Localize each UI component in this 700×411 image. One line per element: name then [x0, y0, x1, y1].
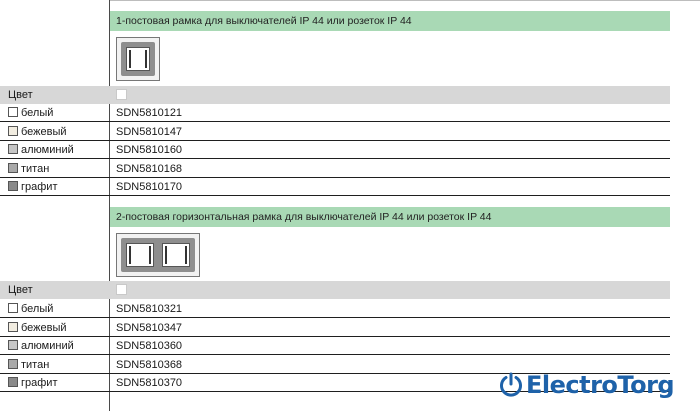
section-title-1: 1-постовая рамка для выключателей IP 44 или розеток IP 44 [110, 11, 670, 31]
color-swatch [8, 377, 18, 387]
table-row [0, 300, 670, 318]
article-code: SDN5810147 [116, 125, 183, 138]
logo-text: ElectroTorg [526, 371, 675, 399]
article-code: SDN5810368 [116, 358, 183, 371]
article-code: SDN5810321 [116, 303, 183, 315]
table-row [0, 319, 670, 337]
color-name: бежевый [21, 125, 67, 138]
table-row [0, 141, 670, 159]
article-code: SDN5810160 [116, 144, 183, 157]
table-row [0, 178, 670, 196]
white-swatch [116, 89, 127, 100]
table-row [0, 104, 670, 122]
color-header-label: Цвет [8, 89, 33, 101]
white-swatch [116, 284, 127, 295]
frame-1-gang-image [116, 37, 160, 81]
color-swatch [8, 107, 18, 117]
article-code: SDN5810168 [116, 162, 183, 175]
article-code: SDN5810360 [116, 340, 183, 353]
color-swatch [8, 303, 18, 313]
color-name: графит [21, 377, 58, 390]
color-name: алюминий [21, 340, 74, 353]
top-rule [109, 0, 700, 1]
color-swatch [8, 144, 18, 154]
color-swatch [8, 126, 18, 136]
color-header-2 [0, 281, 670, 299]
electrotorg-logo [498, 368, 694, 402]
color-name: алюминий [21, 144, 74, 157]
color-swatch [8, 359, 18, 369]
article-code: SDN5810170 [116, 181, 183, 194]
color-header-label: Цвет [8, 284, 33, 296]
color-swatch [8, 181, 18, 191]
color-name: графит [21, 181, 58, 194]
section-title-2: 2-постовая горизонтальная рамка для выключателей IP 44 или розеток IP 44 [110, 207, 670, 227]
table-row [0, 160, 670, 178]
color-name: белый [21, 303, 54, 315]
color-name: титан [21, 162, 50, 175]
color-name: белый [21, 107, 54, 119]
article-code: SDN5810370 [116, 377, 183, 390]
power-icon [498, 372, 524, 398]
color-header-1 [0, 86, 670, 104]
table-row [0, 123, 670, 141]
color-name: бежевый [21, 321, 67, 334]
color-swatch [8, 322, 18, 332]
color-name: титан [21, 358, 50, 371]
table-row [0, 337, 670, 355]
article-code: SDN5810347 [116, 321, 183, 334]
color-swatch [8, 340, 18, 350]
frame-2-gang-image [116, 233, 200, 277]
color-swatch [8, 163, 18, 173]
article-code: SDN5810121 [116, 107, 183, 119]
